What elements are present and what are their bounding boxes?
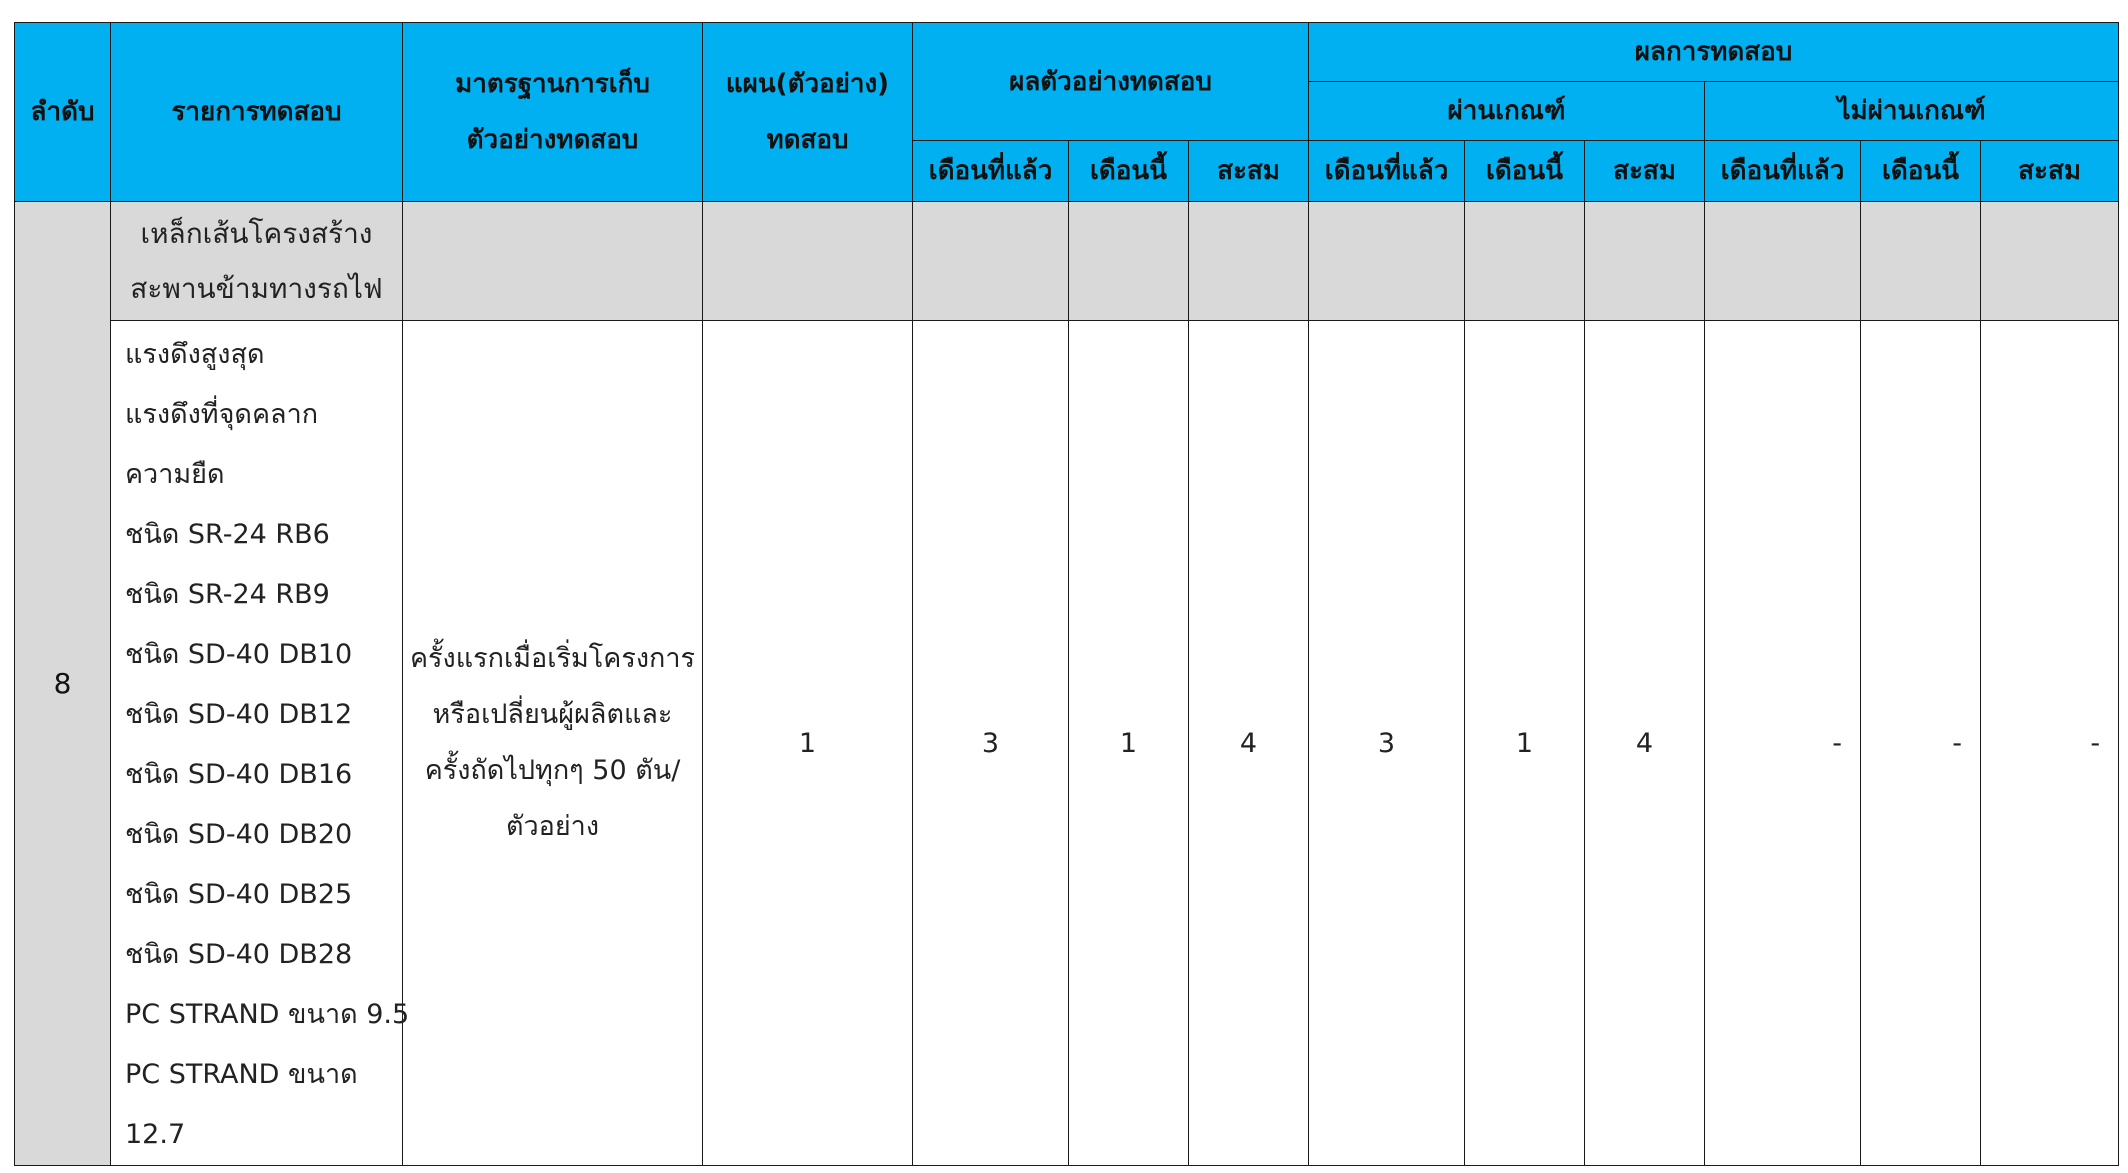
- category-cell: [913, 202, 1069, 321]
- header-fail-cumulative: สะสม: [1981, 141, 2119, 202]
- table-body: [15, 202, 2119, 1166]
- header-sample-cumulative: สะสม: [1189, 141, 1309, 202]
- table-header: [15, 23, 2119, 202]
- category-cell: [1189, 202, 1309, 321]
- category-cell: [1465, 202, 1585, 321]
- header-sampling-standard: [403, 23, 703, 202]
- sample-this-month-value: 1: [1069, 321, 1189, 1166]
- header-fail-this-month: เดือนนี้: [1861, 141, 1981, 202]
- header-fail: ไม่ผ่านเกณฑ์: [1705, 82, 2119, 141]
- header-pass: ผ่านเกณฑ์: [1309, 82, 1705, 141]
- category-cell: [1309, 202, 1465, 321]
- report-sheet: [14, 22, 2118, 1166]
- header-pass-this-month: เดือนนี้: [1465, 141, 1585, 202]
- fail-cumulative-value: -: [1981, 321, 2119, 1166]
- sampling-standard-cell: [403, 321, 703, 1166]
- category-row: [15, 202, 2119, 321]
- test-items-list: [125, 325, 410, 1165]
- list-item: ชนิด SD-40 DB25: [125, 879, 353, 910]
- category-name-line-1: เหล็กเส้นโครงสร้าง: [140, 217, 373, 250]
- list-item: ชนิด SD-40 DB28: [125, 939, 353, 970]
- sample-prev-month-value: 3: [913, 321, 1069, 1166]
- list-item: ชนิด SR-24 RB6: [125, 519, 330, 550]
- category-cell: [1585, 202, 1705, 321]
- category-cell: [1705, 202, 1861, 321]
- list-item: แรงดึงที่จุดคลาก: [125, 399, 319, 430]
- header-plan: [703, 23, 913, 202]
- standard-line-3: ครั้งถัดไปทุกๆ 50 ตัน/: [424, 755, 681, 786]
- standard-line-4: ตัวอย่าง: [505, 811, 600, 842]
- sample-cumulative-value: 4: [1189, 321, 1309, 1166]
- list-item: ชนิด SD-40 DB16: [125, 759, 353, 790]
- list-item: 12.7: [125, 1119, 186, 1150]
- fail-prev-month-value: -: [1705, 321, 1861, 1166]
- list-item: ความยืด: [125, 459, 225, 490]
- table-row: [15, 321, 2119, 1166]
- header-sample-prev-month: เดือนที่แล้ว: [913, 141, 1069, 202]
- header-order: ลำดับ: [15, 23, 111, 202]
- header-plan-line-2: ทดสอบ: [766, 125, 849, 155]
- header-sample-this-month: เดือนนี้: [1069, 141, 1189, 202]
- pass-cumulative-value: 4: [1585, 321, 1705, 1166]
- header-sampling-standard-line-2: ตัวอย่างทดสอบ: [466, 125, 639, 155]
- plan-value: 1: [703, 321, 913, 1166]
- category-name: [111, 202, 403, 321]
- category-cell-plan: [703, 202, 913, 321]
- header-test-items: รายการทดสอบ: [111, 23, 403, 202]
- standard-line-1: ครั้งแรกเมื่อเริ่มโครงการ: [409, 643, 696, 674]
- header-plan-line-1: แผน(ตัวอย่าง): [725, 69, 890, 99]
- list-item: ชนิด SD-40 DB10: [125, 639, 353, 670]
- list-item: ชนิด SR-24 RB9: [125, 579, 330, 610]
- pass-prev-month-value: 3: [1309, 321, 1465, 1166]
- list-item: PC STRAND ขนาด: [125, 1059, 358, 1090]
- header-pass-cumulative: สะสม: [1585, 141, 1705, 202]
- test-items-cell: [111, 321, 410, 1166]
- list-item: ชนิด SD-40 DB12: [125, 699, 353, 730]
- category-cell: [1861, 202, 1981, 321]
- list-item: PC STRAND ขนาด 9.5: [125, 999, 410, 1030]
- row-order: 8: [15, 202, 111, 1166]
- category-cell-standard: [403, 202, 703, 321]
- list-item: แรงดึงสูงสุด: [125, 339, 265, 370]
- header-pass-prev-month: เดือนที่แล้ว: [1309, 141, 1465, 202]
- category-name-line-2: สะพานข้ามทางรถไฟ: [130, 272, 383, 305]
- fail-this-month-value: -: [1861, 321, 1981, 1166]
- standard-line-2: หรือเปลี่ยนผู้ผลิตและ: [432, 699, 673, 730]
- header-sampling-standard-line-1: มาตรฐานการเก็บ: [455, 69, 650, 99]
- header-sample-results: ผลตัวอย่างทดสอบ: [913, 23, 1309, 141]
- list-item: ชนิด SD-40 DB20: [125, 819, 353, 850]
- category-cell: [1069, 202, 1189, 321]
- header-test-results: ผลการทดสอบ: [1309, 23, 2119, 82]
- pass-this-month-value: 1: [1465, 321, 1585, 1166]
- test-results-table: [14, 22, 2119, 1166]
- header-fail-prev-month: เดือนที่แล้ว: [1705, 141, 1861, 202]
- category-cell: [1981, 202, 2119, 321]
